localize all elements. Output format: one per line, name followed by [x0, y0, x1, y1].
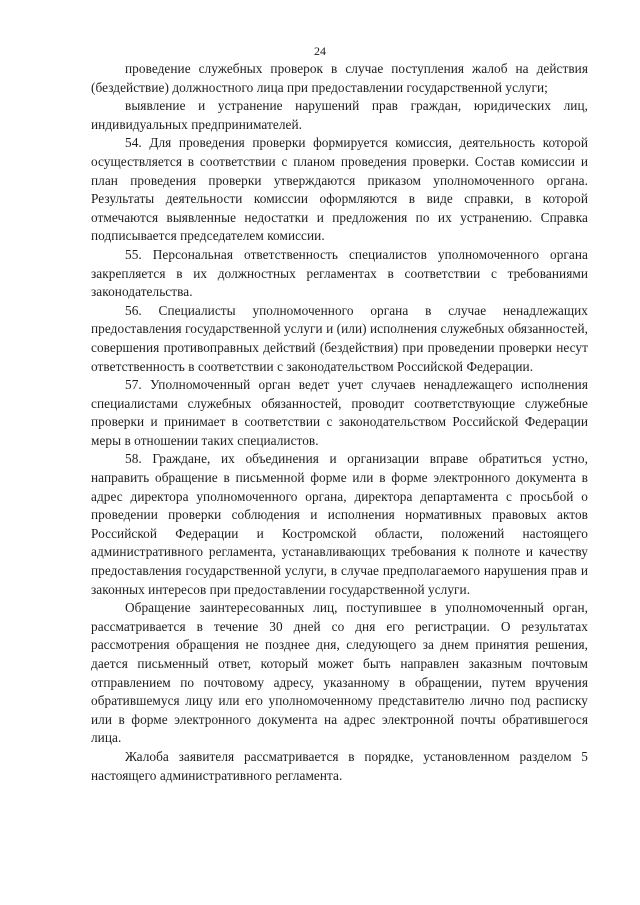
paragraph-55: 55. Персональная ответственность специалистов уполномоченного органа закрепляется в их должностных регламентах в соответствии с требованиями законодательства.: [91, 246, 588, 300]
paragraph-appeal-review: Обращение заинтересованных лиц, поступившее в уполномоченный орган, рассматривается в течение 30 дней со дня его регистрации. О результатах рассмотрения обращения не позднее дня, следующего за днем принятия решения, дается письменный ответ, который может быть направлен заказным почтовым отправлением по почтовому адресу, указанному в обращении, путем вручения обратившемуся лицу или его уполномоченному представителю лично под расписку или в форме электронного документа на адрес электронной почты обратившегося лица.: [91, 600, 588, 746]
paragraph-57: 57. Уполномоченный орган ведет учет случаев ненадлежащего исполнения специалистами служебных обязанностей, проводит соответствующие служебные проверки и принимает в соответствии с законодательством Российской Федерации меры в отношении таких специалистов.: [91, 377, 588, 448]
paragraph-56: 56. Специалисты уполномоченного органа в случае ненадлежащих предоставления государственной услуги и (или) исполнения служебных обязанностей, совершения противоправных действий (бездействия) при проведении проверки несут ответственность в соответствии с законодательством Российской Федерации.: [91, 302, 588, 374]
paragraph-54: 54. Для проведения проверки формируется комиссия, деятельность которой осуществляется в соответствии с планом проведения проверки. Состав комиссии и план проведения проверки утверждаются приказом уполномоченного органа. Результаты деятельности комиссии оформляются в виде справки, в которой отмечаются выявленные недостатки и предложения по их устранению. Справка подписывается председателем комиссии.: [91, 135, 588, 244]
paragraph-violations: выявление и устранение нарушений прав граждан, юридических лиц, индивидуальных предпринимателей.: [91, 98, 588, 132]
paragraph-service-checks: проведение служебных проверок в случае поступления жалоб на действия (бездействие) должностного лица при предоставлении государственной услуги;: [91, 61, 588, 95]
page-number: 24: [314, 44, 326, 58]
paragraph-58: 58. Граждане, их объединения и организации вправе обратиться устно, направить обращение в письменной форме или в форме электронного документа в адрес директора уполномоченного органа, директора департамента с просьбой о проведении проверки соблюдения и исполнения нормативных правовых актов Российской Федерации и Костромской области, положений настоящего административного регламента, устанавливающих требования к полноте и качеству предоставления государственной услуги, в случае предполагаемого нарушения прав и законных интересов при предоставлении государственной услуги.: [91, 451, 588, 597]
paragraph-complaint: Жалоба заявителя рассматривается в порядке, установленном разделом 5 настоящего административного регламента.: [91, 748, 588, 783]
document-body: [91, 60, 588, 785]
